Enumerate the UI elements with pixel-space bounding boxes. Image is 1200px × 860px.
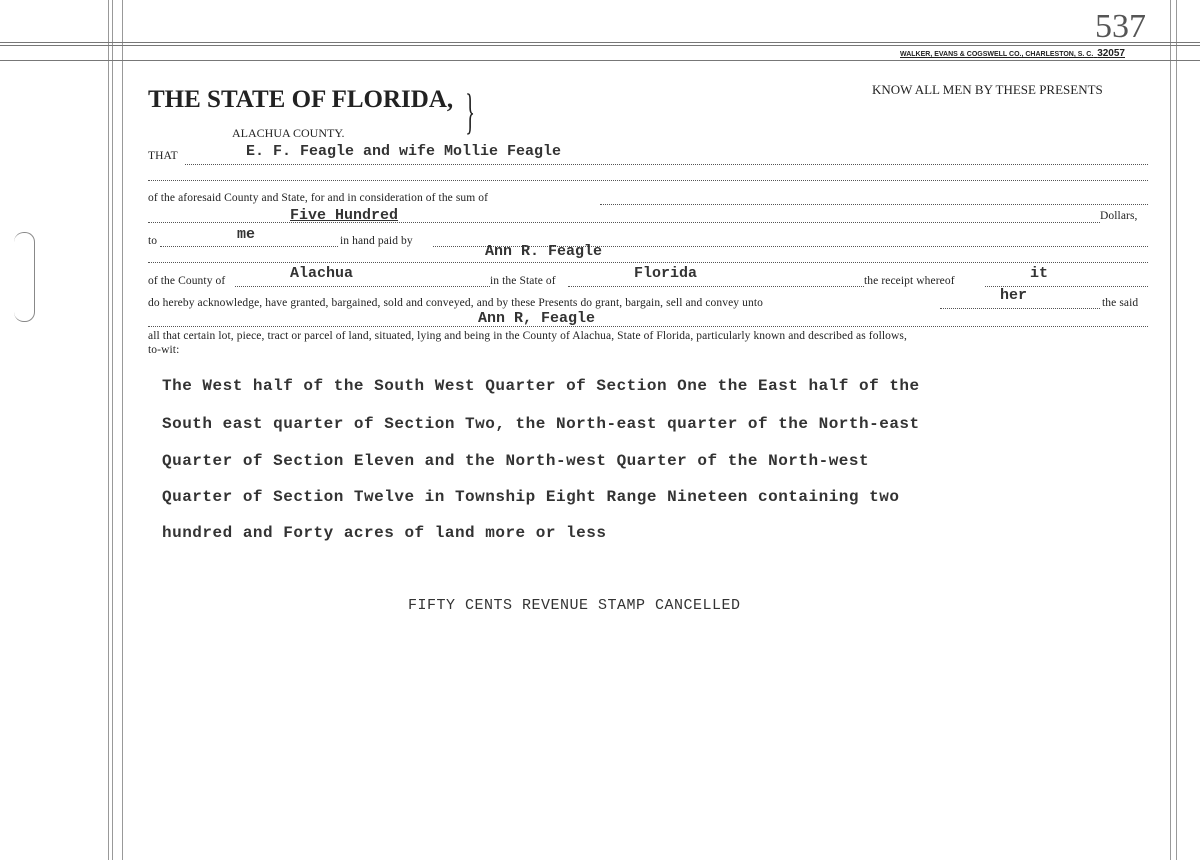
- sum-field: Five Hundred: [290, 207, 399, 224]
- label-paid-by: in hand paid by: [340, 235, 413, 247]
- header-rule: [0, 45, 1200, 46]
- label-the-said: the said: [1102, 297, 1139, 309]
- header-rule: [0, 60, 1200, 61]
- receipt-field: it: [1030, 265, 1049, 282]
- punch-hole: [14, 232, 35, 322]
- know-all-men: KNOW ALL MEN BY THESE PRESENTS: [872, 82, 1103, 97]
- description-line: The West half of the South West Quarter of Section One the East half of the: [162, 377, 920, 395]
- unto-field: her: [1000, 287, 1028, 304]
- margin-line: [1170, 0, 1171, 860]
- margin-line: [122, 0, 123, 860]
- stamp-note: FIFTY CENTS REVENUE STAMP CANCELLED: [408, 597, 741, 614]
- label-state-of: in the State of: [490, 275, 556, 287]
- county-field: Alachua: [290, 265, 354, 282]
- dotted-line: [600, 204, 1148, 205]
- description-line: Quarter of Section Twelve in Township Eight Range Nineteen containing two: [162, 488, 900, 506]
- description-line: Quarter of Section Eleven and the North-west Quarter of the North-west: [162, 452, 870, 470]
- description-line: hundred and Forty acres of land more or less: [162, 524, 607, 542]
- dotted-line: [148, 262, 1148, 263]
- header-rule: [0, 42, 1200, 43]
- dotted-line: [235, 286, 490, 287]
- label-county-of: of the County of: [148, 275, 226, 287]
- printer-imprint: [900, 48, 1125, 59]
- label-that: THAT: [148, 150, 178, 162]
- dotted-line: [148, 326, 1148, 327]
- label-all-that: all that certain lot, piece, tract or parcel of land, situated, lying and being in the County of Alachua, State of Florida, particularly known and described as follows,: [148, 330, 907, 342]
- page-number: 537: [1095, 8, 1146, 45]
- state-field: Florida: [634, 265, 698, 282]
- the-said-field: Ann R, Feagle: [478, 310, 596, 327]
- label-hereby: do hereby acknowledge, have granted, bargained, sold and conveyed, and by these Presents do grant, bargain, sell and convey unto: [148, 297, 763, 309]
- margin-line: [108, 0, 109, 860]
- margin-line: [1176, 0, 1177, 860]
- grantors-field: E. F. Feagle and wife Mollie Feagle: [246, 143, 562, 160]
- dotted-line: [148, 180, 1148, 181]
- label-receipt: the receipt whereof: [864, 275, 955, 287]
- label-to-wit: to-wit:: [148, 344, 180, 356]
- dotted-line: [568, 286, 864, 287]
- dotted-line: [185, 164, 1148, 165]
- paid-by-field: Ann R. Feagle: [485, 243, 603, 260]
- form-number: 32057: [1097, 48, 1125, 59]
- brace: }: [465, 83, 475, 139]
- dotted-line: [940, 308, 1100, 309]
- printer-name: WALKER, EVANS & COGSWELL CO., CHARLESTON, S. C.: [900, 51, 1094, 58]
- margin-line: [112, 0, 113, 860]
- dotted-line: [160, 246, 338, 247]
- label-aforesaid: of the aforesaid County and State, for and in consideration of the sum of: [148, 192, 489, 204]
- to-field: me: [237, 226, 256, 243]
- label-dollars: Dollars,: [1100, 210, 1138, 222]
- label-to: to: [148, 235, 158, 247]
- description-line: South east quarter of Section Two, the North-east quarter of the North-east: [162, 415, 920, 433]
- county-heading: ALACHUA COUNTY.: [232, 126, 345, 140]
- document-title: THE STATE OF FLORIDA,: [148, 86, 454, 113]
